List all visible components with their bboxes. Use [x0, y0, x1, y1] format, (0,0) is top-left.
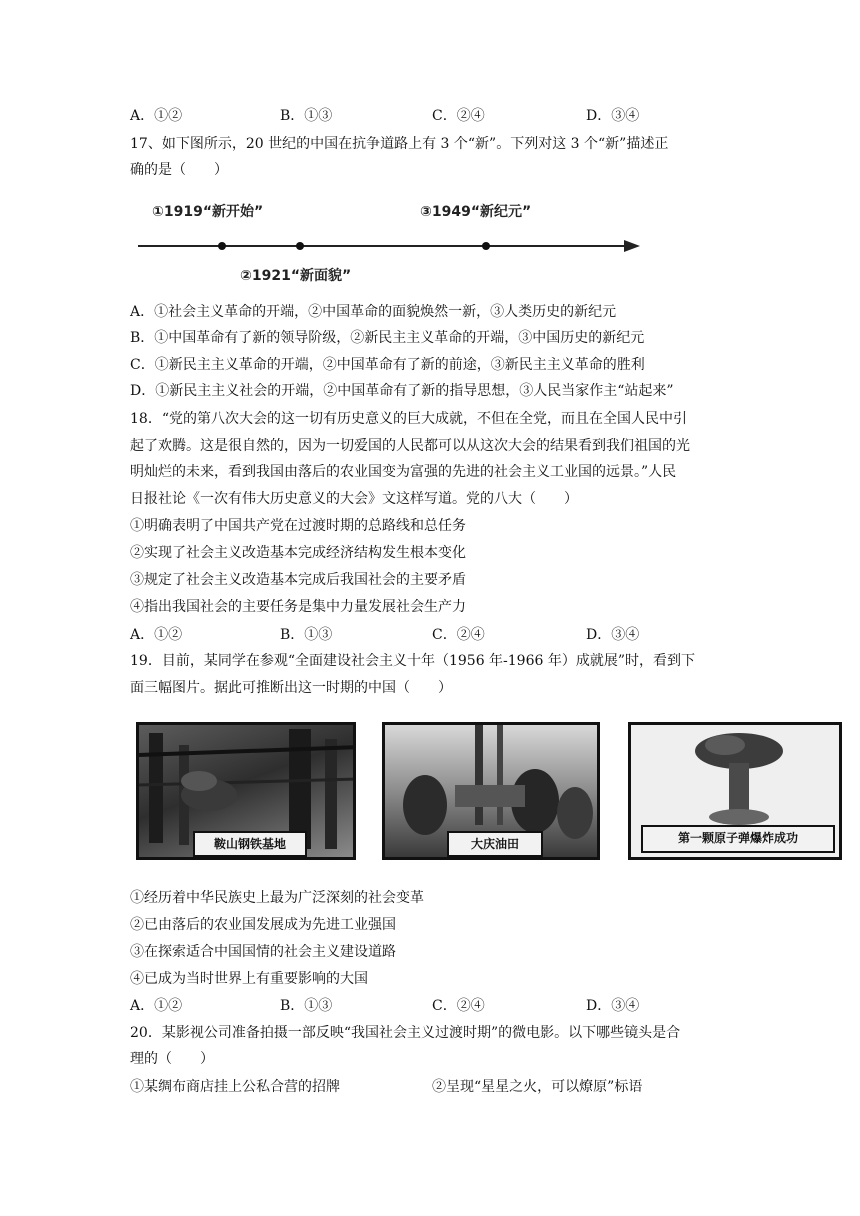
q20-stem-line1: 20．某影视公司准备拍摄一部反映“我国社会主义过渡时期”的微电影。以下哪些镜头是合 [130, 1025, 681, 1041]
q16-option-b: B．①③ [280, 108, 333, 124]
q17-option-a: A．①社会主义革命的开端，②中国革命的面貌焕然一新，③人类历史的新纪元 [130, 304, 617, 320]
timeline-dot-1919 [218, 242, 226, 250]
q19-option-b: B．①③ [280, 998, 333, 1014]
timeline-dot-1949 [482, 242, 490, 250]
q19-item-2: ②已由落后的农业国发展成为先进工业强国 [130, 917, 396, 933]
q18-stem-line3: 明灿烂的未来，看到我国由落后的农业国变为富强的先进的社会主义工业国的远景。”人民 [130, 464, 677, 480]
q17-timeline-figure [130, 196, 730, 292]
timeline-arrow-icon [624, 240, 640, 252]
q19-item-1: ①经历着中华民族史上最为广泛深刻的社会变革 [130, 890, 424, 906]
q18-item-3: ③规定了社会主义改造基本完成后我国社会的主要矛盾 [130, 572, 466, 588]
timeline-label-1949: ③1949“新纪元” [420, 204, 532, 220]
timeline-label-1919: ①1919“新开始” [152, 204, 264, 220]
q16-option-a: A．①② [130, 108, 183, 124]
q17-stem-line1: 17、如下图所示，20 世纪的中国在抗争道路上有 3 个“新”。下列对这 3 个“新”描述正 [130, 136, 669, 152]
q19-stem-line2: 面三幅图片。据此可推断出这一时期的中国（ ） [130, 680, 452, 696]
timeline-label-1921: ②1921“新面貌” [240, 268, 352, 284]
q17-stem-line2: 确的是（ ） [130, 162, 228, 178]
q18-option-c: C．②④ [432, 627, 485, 643]
q20-stem-line2: 理的（ ） [130, 1051, 214, 1067]
q18-item-2: ②实现了社会主义改造基本完成经济结构发生根本变化 [130, 545, 466, 561]
timeline-dot-1921 [296, 242, 304, 250]
q18-stem-line1: 18．“党的第八次大会的这一切有历史意义的巨大成就，不但在全党，而且在全国人民中引 [130, 411, 687, 427]
photo-daqing-oilfield [376, 716, 606, 866]
q17-option-d: D．①新民主主义社会的开端，②中国革命有了新的指导思想，③人民当家作主“站起来” [130, 383, 674, 399]
q18-stem-line4: 日报社论《一次有伟大历史意义的大会》文这样写道。党的八大（ ） [130, 491, 578, 507]
photo-caption-anshan: 鞍山钢铁基地 [193, 831, 307, 857]
q19-photos [130, 716, 850, 870]
q19-item-3: ③在探索适合中国国情的社会主义建设道路 [130, 944, 396, 960]
q18-option-a: A．①② [130, 627, 183, 643]
q19-stem-line1: 19．目前，某同学在参观“全面建设社会主义十年（1956 年-1966 年）成就展”时，看到下 [130, 653, 696, 669]
q18-stem-line2: 起了欢腾。这是很自然的，因为一切爱国的人民都可以从这次大会的结果看到我们祖国的光 [130, 438, 690, 454]
q18-item-1: ①明确表明了中国共产党在过渡时期的总路线和总任务 [130, 518, 466, 534]
photo-anshan-steel [130, 716, 362, 866]
timeline-svg [130, 196, 730, 292]
q18-option-d: D．③④ [586, 627, 640, 643]
photo-caption-atomic: 第一颗原子弹爆炸成功 [641, 825, 835, 853]
q17-option-b: B．①中国革命有了新的领导阶级，②新民主主义革命的开端，③中国历史的新纪元 [130, 330, 645, 346]
q18-option-b: B．①③ [280, 627, 333, 643]
q20-item-1: ①某绸布商店挂上公私合营的招牌 [130, 1079, 340, 1095]
photo-atomic-bomb [622, 716, 848, 866]
q19-option-c: C．②④ [432, 998, 485, 1014]
q16-option-c: C．②④ [432, 108, 485, 124]
photo-caption-daqing: 大庆油田 [447, 831, 543, 857]
q17-option-c: C．①新民主主义革命的开端，②中国革命有了新的前途，③新民主主义革命的胜利 [130, 357, 645, 373]
q19-option-a: A．①② [130, 998, 183, 1014]
q19-option-d: D．③④ [586, 998, 640, 1014]
q19-item-4: ④已成为当时世界上有重要影响的大国 [130, 971, 368, 987]
q18-item-4: ④指出我国社会的主要任务是集中力量发展社会生产力 [130, 599, 466, 615]
q20-item-2: ②呈现“星星之火，可以燎原”标语 [432, 1079, 643, 1095]
q16-option-d: D．③④ [586, 108, 640, 124]
